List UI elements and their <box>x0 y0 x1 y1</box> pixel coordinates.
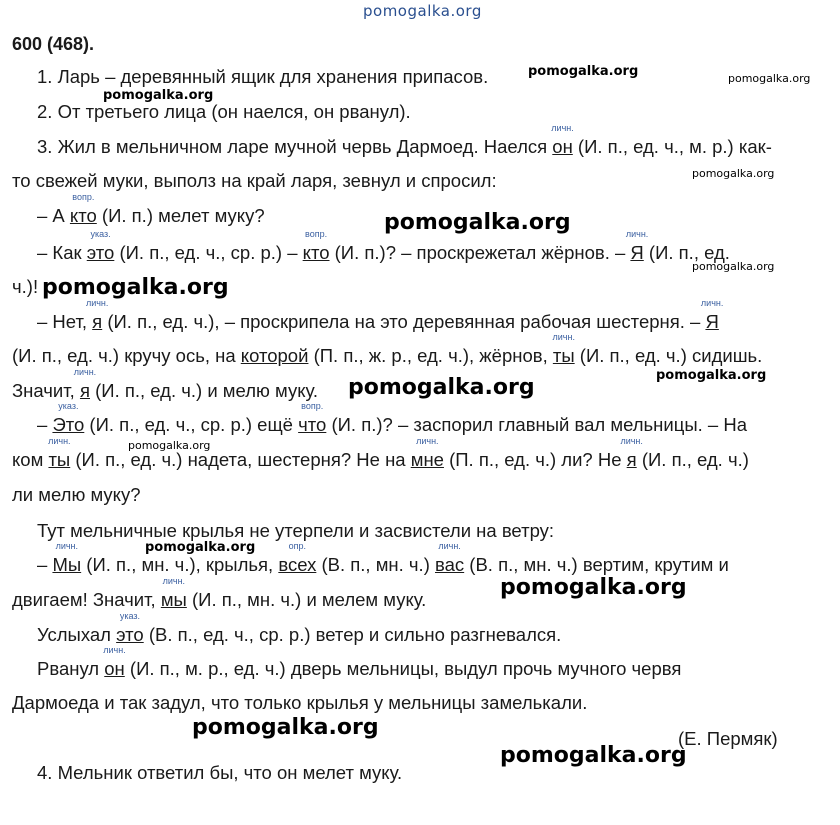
text-line: Рванул он личн. (И. п., м. р., ед. ч.) дверь мельницы, выдул прочь мучного червя <box>37 645 682 679</box>
grammar-note: личн. <box>620 436 643 446</box>
text-line: – Как это указ. (И. п., ед. ч., ср. р.) – кто вопр. (И. п.)? – проскрежетал жёрнов. – Я личн. (И. п., ед. <box>37 229 730 263</box>
text-line: 3. Жил в мельничном ларе мучной червь Дармоед. Наелся он личн. (И. п., ед. ч., м. р.) как- <box>37 123 772 157</box>
watermark: pomogalka.org <box>692 260 775 273</box>
pronoun: я личн. <box>85 298 109 332</box>
pronoun: кто вопр. <box>302 229 330 263</box>
grammar-note: личн. <box>552 332 575 342</box>
pronoun: Мы личн. <box>52 541 82 575</box>
grammar-note: личн. <box>48 436 71 446</box>
grammar-note: личн. <box>625 229 649 239</box>
grammar-note: опр. <box>288 541 307 551</box>
pronoun: ты личн. <box>552 332 575 366</box>
grammar-note: личн. <box>551 123 574 133</box>
watermark: pomogalka.org <box>692 167 775 180</box>
grammar-note: вопр. <box>305 229 328 239</box>
pronoun: кто вопр. <box>69 192 97 226</box>
pronoun: я личн. <box>620 436 643 470</box>
text-line: ком ты личн. (И. п., ед. ч.) надета, шестерня? Не на мне личн. (П. п., ед. ч.) ли? Не я личн. (И. п., ед. ч.) <box>12 436 749 470</box>
watermark: pomogalka.org <box>192 715 379 740</box>
pronoun: он личн. <box>103 645 126 679</box>
text-line: 1. Ларь – деревянный ящик для хранения припасов. <box>37 66 489 87</box>
grammar-note: личн. <box>103 645 126 655</box>
pronoun: ты личн. <box>48 436 71 470</box>
watermark: pomogalka.org <box>363 2 482 20</box>
watermark: pomogalka.org <box>728 72 811 85</box>
text-line: 4. Мельник ответил бы, что он мелет муку. <box>37 762 403 783</box>
grammar-note: личн. <box>85 298 109 308</box>
text-line: Услыхал это указ. (В. п., ед. ч., ср. р.) ветер и сильно разгневался. <box>37 611 562 645</box>
pronoun: вас личн. <box>435 541 465 575</box>
pronoun: он личн. <box>551 123 574 157</box>
watermark: pomogalka.org <box>103 88 214 103</box>
pronoun: мы личн. <box>160 576 187 610</box>
pronoun: мне личн. <box>410 436 444 470</box>
text-line: Дармоеда и так задул, что только крылья у мельницы замелькали. <box>12 692 588 713</box>
text-line: – А кто вопр. (И. п.) мелет муку? <box>37 192 265 226</box>
exercise-number: 600 (468). <box>12 34 95 54</box>
pronoun: это указ. <box>86 229 115 263</box>
text-line: – Нет, я личн. (И. п., ед. ч.), – проскрипела на это деревянная рабочая шестерня. – Я личн. <box>37 298 724 332</box>
grammar-note: указ. <box>58 401 79 411</box>
pronoun: которой <box>240 345 309 366</box>
grammar-note: личн. <box>416 436 439 446</box>
text-line: – Это указ. (И. п., ед. ч., ср. р.) ещё что вопр. (И. п.)? – заспорил главный вал мельницы. – На <box>37 401 747 435</box>
author-attribution: (Е. Пермяк) <box>678 728 778 749</box>
watermark: pomogalka.org <box>128 439 211 452</box>
grammar-note: вопр. <box>72 192 95 202</box>
grammar-note: личн. <box>438 541 461 551</box>
pronoun: что вопр. <box>298 401 327 435</box>
watermark: pomogalka.org <box>42 275 229 300</box>
watermark: pomogalka.org <box>348 375 535 400</box>
grammar-note: личн. <box>55 541 79 551</box>
text-line: ч.)! <box>12 276 39 297</box>
text-line: ли мелю муку? <box>12 484 141 505</box>
watermark: pomogalka.org <box>500 743 687 768</box>
watermark: pomogalka.org <box>384 210 571 235</box>
grammar-note: личн. <box>700 298 724 308</box>
text-line: 2. От третьего лица (он наелся, он рванул). <box>37 101 411 122</box>
grammar-note: вопр. <box>301 401 324 411</box>
watermark: pomogalka.org <box>500 575 687 600</box>
grammar-note: личн. <box>73 367 97 377</box>
text-line: Тут мельничные крылья не утерпели и засвистели на ветру: <box>37 520 555 541</box>
text-line: двигаем! Значит, мы личн. (И. п., мн. ч.) и мелем муку. <box>12 576 427 610</box>
text-line: то свежей муки, выполз на край ларя, зевнул и спросил: <box>12 170 497 191</box>
text-line: Значит, я личн. (И. п., ед. ч.) и мелю муку. <box>12 367 319 401</box>
pronoun: всех опр. <box>278 541 317 575</box>
pronoun: Это указ. <box>52 401 85 435</box>
grammar-note: указ. <box>119 611 141 621</box>
watermark: pomogalka.org <box>528 64 639 79</box>
text-line: (И. п., ед. ч.) кручу ось, на которой (П. п., ж. р., ед. ч.), жёрнов, ты личн. (И. п., ед. ч.) сидишь. <box>12 332 763 366</box>
pronoun: Я личн. <box>625 229 649 263</box>
text-line: – Мы личн. (И. п., мн. ч.), крылья, всех опр. (В. п., мн. ч.) вас личн. (В. п., мн. ч.) вертим, крутим и <box>37 541 729 575</box>
grammar-note: личн. <box>162 576 186 586</box>
pronoun: это указ. <box>116 611 144 645</box>
watermark: pomogalka.org <box>145 540 256 555</box>
grammar-note: указ. <box>90 229 111 239</box>
pronoun: Я личн. <box>700 298 724 332</box>
pronoun: я личн. <box>73 367 97 401</box>
watermark: pomogalka.org <box>656 368 767 383</box>
